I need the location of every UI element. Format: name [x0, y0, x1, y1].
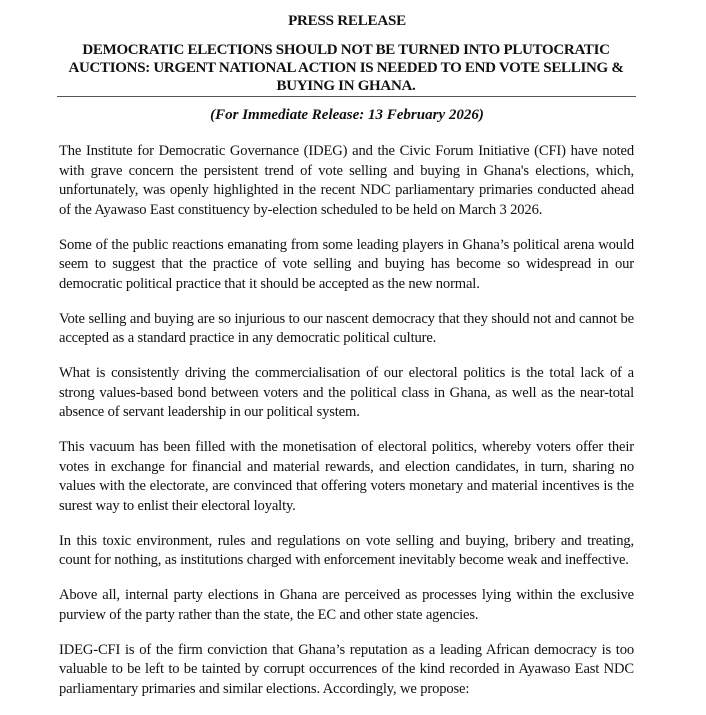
paragraph-2: Some of the public reactions emanating from some leading players in Ghana’s political arena would seem to suggest that the practice of vote selling and buying has become so widespread in our democratic political practice that it should be accepted as the new normal.: [59, 236, 634, 292]
paragraph-3: Vote selling and buying are so injurious to our nascent democracy that they should not and cannot be accepted as a standard practice in any democratic political culture.: [59, 310, 634, 346]
paragraph-8: IDEG-CFI is of the firm conviction that Ghana’s reputation as a leading African democracy is too valuable to be left to be tainted by corrupt occurrences of the kind recorded in Ayawaso East NDC parliamentary primaries and similar elections. Accordingly, we propose:: [59, 641, 634, 697]
headline: DEMOCRATIC ELECTIONS SHOULD NOT BE TURNED INTO PLUTOCRATIC AUCTIONS: URGENT NATIONAL ACTION IS NEEDED TO END VOTE SELLING & BUYING IN GHANA.: [68, 42, 624, 94]
paragraph-6: In this toxic environment, rules and regulations on vote selling and buying, bribery and treating, count for nothing, as institutions charged with enforcement inevitably become weak and ineffective.: [59, 532, 634, 568]
divider-rule: [57, 96, 636, 97]
paragraph-7: Above all, internal party elections in Ghana are perceived as processes lying within the exclusive purview of the party rather than the state, the EC and other state agencies.: [59, 587, 634, 623]
paragraph-4: What is consistently driving the commercialisation of our electoral politics is the total lack of a strong values-based bond between voters and the political class in Ghana, as well as the near-total absence of servant leadership in our political system.: [59, 365, 634, 420]
body-text: [59, 142, 634, 715]
paragraph-5: This vacuum has been filled with the monetisation of electoral politics, whereby voters offer their votes in exchange for financial and material rewards, and election candidates, in turn, sharing no values with the electorate, are convinced that offering voters monetary and material incentives is the surest way to enlist their electoral loyalty.: [59, 439, 634, 514]
release-date-note: (For Immediate Release: 13 February 2026): [210, 107, 484, 123]
document-label: PRESS RELEASE: [288, 13, 406, 29]
paragraph-1: The Institute for Democratic Governance (IDEG) and the Civic Forum Initiative (CFI) have noted with grave concern the persistent trend of vote selling and buying in Ghana's elections, which, unfortunately, was openly highlighted in the recent NDC parliamentary primaries conducted ahead of the Ayawaso East constituency by-election scheduled to be held on March 3 2026.: [59, 143, 634, 218]
